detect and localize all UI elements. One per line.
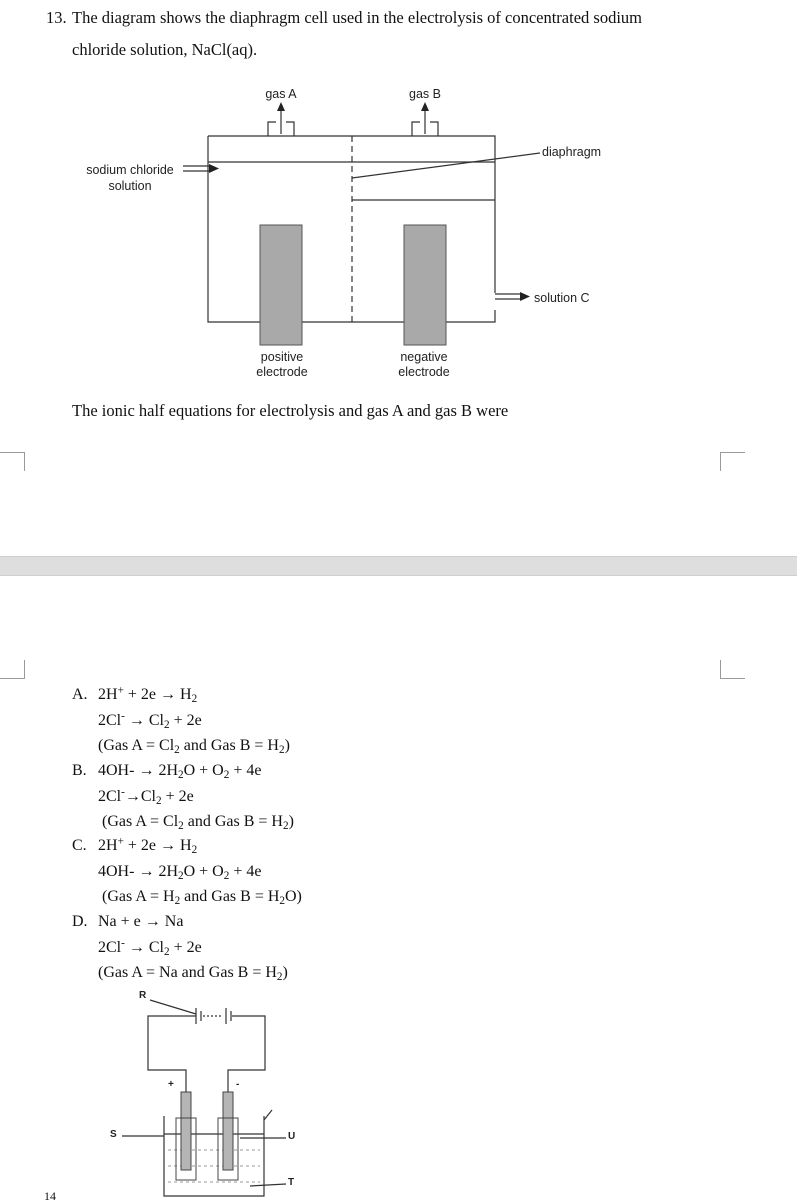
option-b-line3: (Gas $A = Cl_2$ and Gas $B = H_2$): [102, 813, 294, 832]
cathode-rod: [223, 1092, 233, 1170]
option-a-line3: (Gas $A = Cl_2$ and Gas $B = H_2$): [98, 737, 290, 756]
label-minus: -: [236, 1079, 240, 1090]
option-c-line3: (Gas $A = H_2$ and Gas $B = H_2O$): [102, 888, 302, 907]
question-number: 13.: [46, 8, 67, 27]
label-plus: +: [168, 1079, 174, 1090]
circuit-wire-right: [228, 1016, 265, 1092]
beaker-lip: [264, 1110, 272, 1120]
option-c-line2: $4OH- \to 2H_2O + O_2 + 4e$: [98, 863, 262, 882]
label-u: U: [288, 1131, 296, 1142]
beaker-outline: [164, 1116, 264, 1196]
inlet-label-line1: sodium chloride: [86, 163, 174, 177]
option-a-line2: $2Cl^- \to Cl_2 + 2e$: [98, 710, 202, 731]
question-text-line2: chloride solution, NaCl(aq).: [72, 40, 258, 59]
option-a-letter: A.: [72, 686, 88, 703]
solution-c-label: solution C: [534, 291, 590, 305]
r-leader: [150, 1000, 196, 1014]
option-b-letter: B.: [72, 762, 87, 779]
positive-label-line1: positive: [260, 350, 304, 364]
option-b-line1: $4OH- \to 2H_2O + O_2 + 4e$: [98, 762, 262, 781]
anode-rod: [181, 1092, 191, 1170]
option-a-line1: $2H^+ + 2e \to H_2$: [98, 684, 198, 705]
option-d-line1: Na + e → Na: [98, 913, 184, 930]
label-t: T: [288, 1177, 295, 1188]
diaphragm-label: diaphragm: [542, 145, 602, 159]
gas-b-label: gas B: [409, 87, 441, 101]
option-c-letter: C.: [72, 837, 87, 854]
gas-a-label: gas A: [265, 87, 297, 101]
label-s: S: [110, 1129, 117, 1140]
inlet-label-line2: solution: [108, 179, 152, 193]
negative-label-line2: electrode: [398, 365, 450, 379]
option-c-line1: $2H^+ + 2e \to H_2$: [98, 835, 198, 856]
t-leader: [250, 1184, 286, 1186]
option-b-line2: $2Cl^-\to Cl_2 + 2e$: [98, 786, 194, 807]
option-d-line2: $2Cl^- \to Cl_2 + 2e$: [98, 937, 202, 958]
half-equations-intro: The ionic half equations for electrolysis and gas A and gas B were: [72, 401, 509, 420]
page-number: 14: [44, 1190, 56, 1200]
negative-label-line1: negative: [400, 350, 448, 364]
option-d-letter: D.: [72, 913, 88, 930]
option-d-line3: (Gas A = Na and Gas $B = H_2$): [98, 964, 288, 983]
label-r: R: [139, 990, 147, 1001]
question-text-line1: The diagram shows the diaphragm cell used in the electrolysis of concentrated sodium: [72, 8, 642, 27]
positive-label-line2: electrode: [256, 365, 308, 379]
